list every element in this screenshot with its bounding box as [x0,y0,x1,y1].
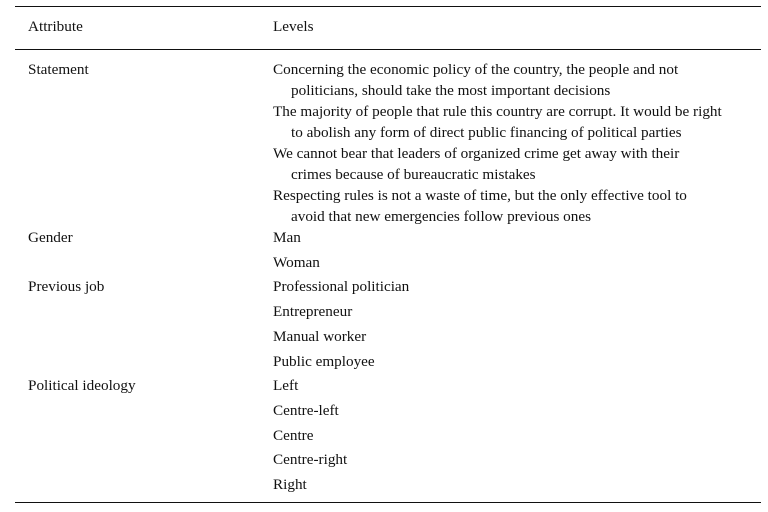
level-job-manual-worker: Manual worker [273,328,367,345]
statement-level-2-line-2: to abolish any form of direct public financing of political parties [291,124,682,141]
statement-level-3-line-1: We cannot bear that leaders of organized crime get away with their [273,145,680,162]
statement-level-4-line-2: avoid that new emergencies follow previous ones [291,208,592,225]
level-ideology-centre-right: Centre-right [273,451,348,468]
header-attribute: Attribute [28,18,83,35]
attribute-previous-job: Previous job [28,278,105,295]
level-ideology-centre-left: Centre-left [273,402,339,419]
level-gender-woman: Woman [273,254,320,271]
attribute-statement: Statement [28,61,89,78]
level-ideology-left: Left [273,377,299,394]
levels-statement [273,59,722,227]
attribute-political-ideology: Political ideology [28,377,136,394]
statement-level-4-line-1: Respecting rules is not a waste of time, but the only effective tool to [273,187,687,204]
bottom-rule [15,502,761,503]
level-ideology-right: Right [273,476,307,493]
header-levels: Levels [273,18,314,35]
level-gender-man: Man [273,229,301,246]
top-rule [15,6,761,7]
attribute-gender: Gender [28,229,73,246]
statement-level-1-line-1: Concerning the economic policy of the country, the people and not [273,61,679,78]
level-job-professional-politician: Professional politician [273,278,410,295]
level-job-entrepreneur: Entrepreneur [273,303,353,320]
statement-level-1-line-2: politicians, should take the most important decisions [291,82,611,99]
statement-level-2-line-1: The majority of people that rule this country are corrupt. It would be right [273,103,722,120]
header-rule [15,49,761,50]
level-ideology-centre: Centre [273,427,314,444]
statement-level-3-line-2: crimes because of bureaucratic mistakes [291,166,536,183]
level-job-public-employee: Public employee [273,353,375,370]
